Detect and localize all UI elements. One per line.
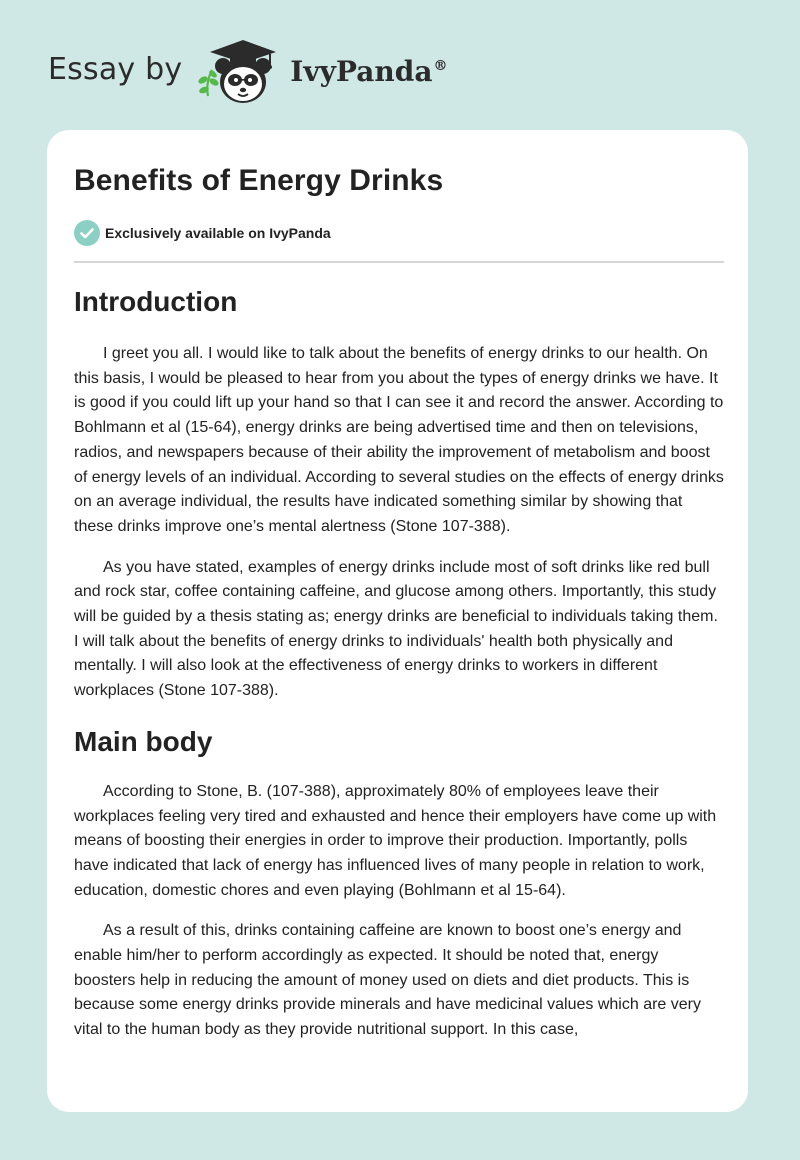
- paragraph: I greet you all. I would like to talk about the benefits of energy drinks to our health. On this basis, I would be pleased to hear from you about the types of energy drinks we have. It is good if you could lift up your hand so that I can see it and record the answer. According to Bohlmann et al (15-64), energy drinks are being advertised time and then on televisions, radios, and newspapers because of their ability the improvement of metabolism and boost of energy levels of an individual. According to several studies on the effects of energy drinks on an average individual, the results have indicated something similar by showing that these drinks improve one’s mental alertness (Stone 107-388).: [74, 345, 724, 535]
- registered-mark: ®: [433, 58, 448, 75]
- exclusive-badge-label: Exclusively available on IvyPanda: [105, 225, 331, 241]
- brand-name-text: IvyPanda: [290, 54, 433, 88]
- paragraph: According to Stone, B. (107-388), approximately 80% of employees leave their workplaces feeling very tired and exhausted and hence their employers have come up with means of boosting their energies in order to improve their production. Importantly, polls have indicated that lack of energy has influenced lives of many people in relation to work, education, domestic chores and even playing (Bohlmann et al 15-64).: [74, 782, 717, 899]
- brand-name: [290, 55, 447, 88]
- essay-card: [47, 130, 748, 1112]
- exclusive-badge: [74, 220, 331, 246]
- paragraph: As a result of this, drinks containing caffeine are known to boost one’s energy and enable him/her to perform accordingly as expected. It should be noted that, energy boosters help in reducing the amount of money used on diets and diet products. This is because some energy drinks provide minerals and have medicinal values which are very vital to the human body as they provide nutritional support. In this case,: [74, 922, 701, 1039]
- brand-prefix: Essay by: [48, 51, 183, 87]
- section-heading-introduction: Introduction: [74, 286, 238, 317]
- site-header-brand: [48, 36, 447, 108]
- title-divider: [74, 261, 724, 263]
- checkmark-circle-icon: [74, 220, 100, 246]
- essay-body: [74, 280, 724, 1059]
- paragraph: As you have stated, examples of energy drinks include most of soft drinks like red bull and rock star, coffee containing caffeine, and glucose among others. Importantly, this study will be guided by a thesis stating as; energy drinks are beneficial to individuals taking them. I will talk about the benefits of energy drinks to individuals' health both physically and mentally. I will also look at the effectiveness of energy drinks to workers in different workplaces (Stone 107-388).: [74, 558, 718, 700]
- section-heading-main-body: Main body: [74, 725, 213, 757]
- essay-title: Benefits of Energy Drinks: [74, 164, 444, 197]
- panda-graduate-logo-icon: [194, 36, 286, 108]
